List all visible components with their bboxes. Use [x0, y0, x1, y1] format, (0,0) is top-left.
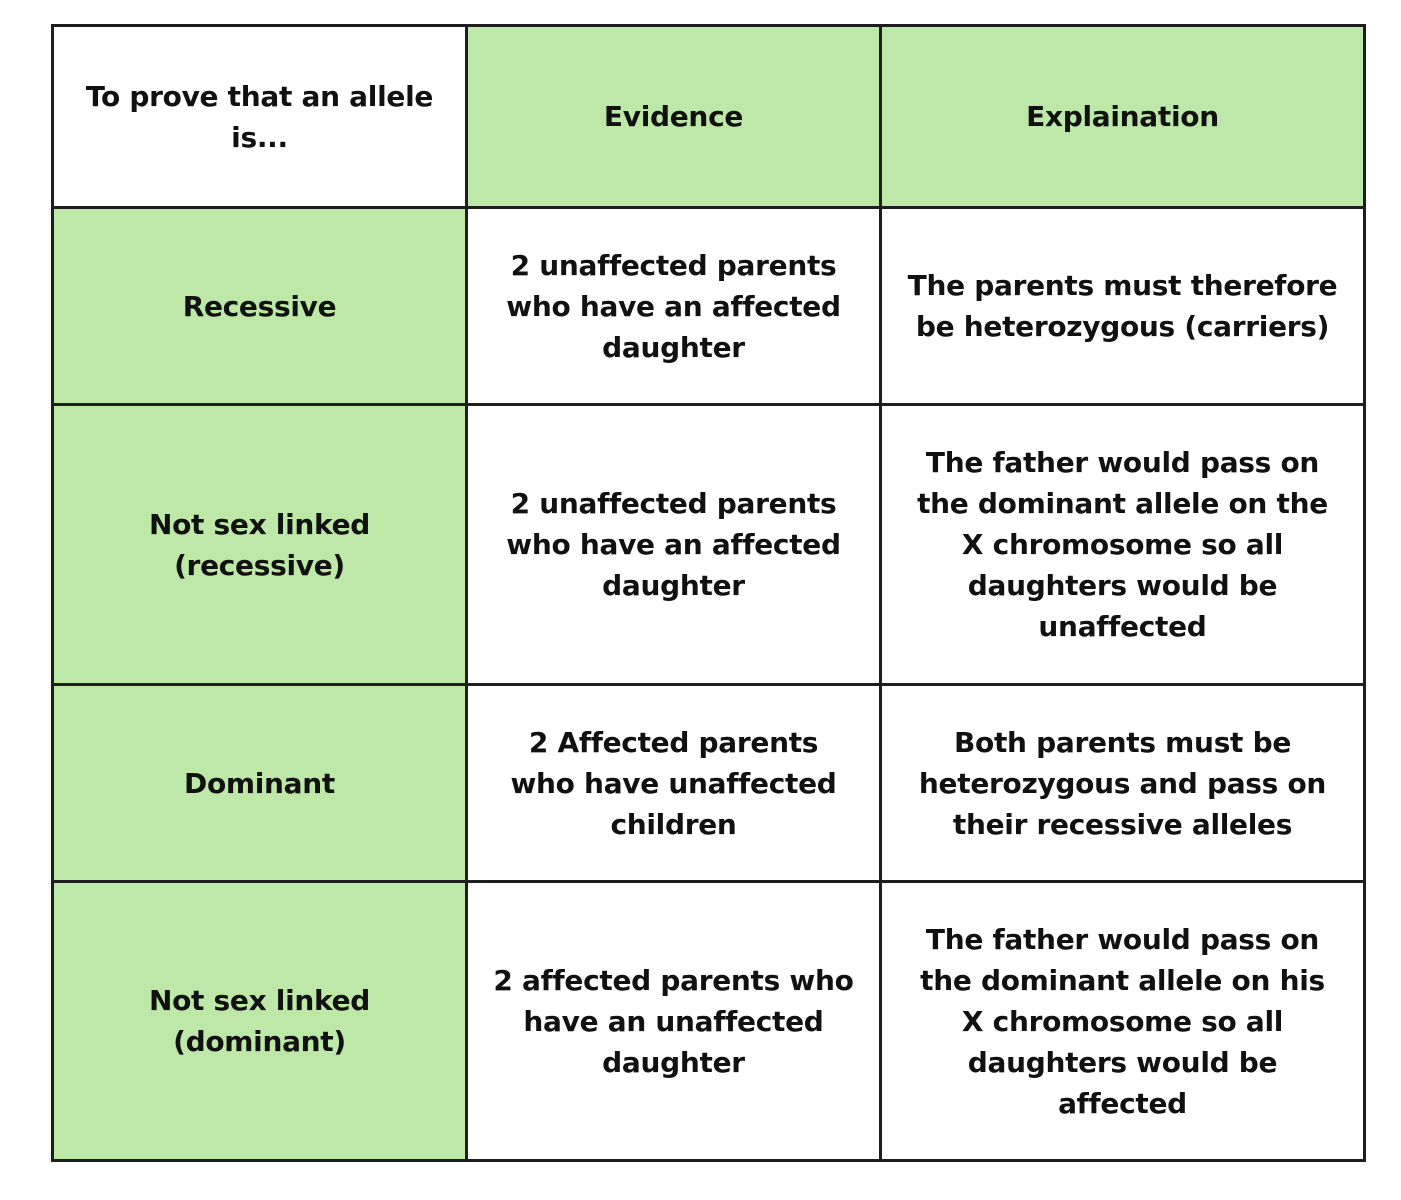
- table-row: [53, 685, 1365, 882]
- explanation-text: The father would pass on the dominant allele on the X chromosome so all daughters would be unaffected: [917, 446, 1328, 643]
- allele-proof-table-container: [51, 24, 1363, 1161]
- explanation-text: Both parents must be heterozygous and pass on their recessive alleles: [918, 725, 1327, 841]
- explanation-cell: [881, 405, 1365, 685]
- explanation-cell: [881, 685, 1365, 882]
- row-label: Dominant: [184, 766, 335, 800]
- header-to-prove: [53, 26, 467, 208]
- evidence-cell: [467, 208, 881, 405]
- explanation-cell: [881, 882, 1365, 1161]
- explanation-text: The father would pass on the dominant allele on his X chromosome so all daughters would be affected: [920, 922, 1325, 1120]
- table-row: [53, 208, 1365, 405]
- row-label: Recessive: [182, 289, 337, 323]
- evidence-text: 2 unaffected parents who have an affected daughter: [506, 248, 841, 364]
- evidence-text: 2 unaffected parents who have an affected daughter: [506, 487, 841, 602]
- row-label-cell: [53, 882, 467, 1161]
- evidence-cell: [467, 685, 881, 882]
- explanation-cell: [881, 208, 1365, 405]
- row-label-cell: [53, 685, 467, 882]
- allele-proof-table: [51, 24, 1366, 1162]
- header-row: [53, 26, 1365, 208]
- header-explanation: [881, 26, 1365, 208]
- row-label: Not sex linked (dominant): [148, 984, 371, 1058]
- header-evidence-text: Evidence: [603, 100, 744, 133]
- row-label: Not sex linked (recessive): [148, 507, 371, 582]
- table-row: [53, 882, 1365, 1161]
- header-evidence: [467, 26, 881, 208]
- row-label-cell: [53, 208, 467, 405]
- evidence-cell: [467, 882, 881, 1161]
- table-row: [53, 405, 1365, 685]
- explanation-text: The parents must therefore be heterozygous (carriers): [907, 269, 1338, 343]
- row-label-cell: [53, 405, 467, 685]
- header-explanation-text: Explaination: [1026, 100, 1219, 133]
- evidence-text: 2 affected parents who have an unaffected daughter: [493, 963, 854, 1079]
- evidence-cell: [467, 405, 881, 685]
- header-to-prove-text: To prove that an allele is...: [85, 79, 434, 154]
- evidence-text: 2 Affected parents who have unaffected children: [510, 725, 837, 841]
